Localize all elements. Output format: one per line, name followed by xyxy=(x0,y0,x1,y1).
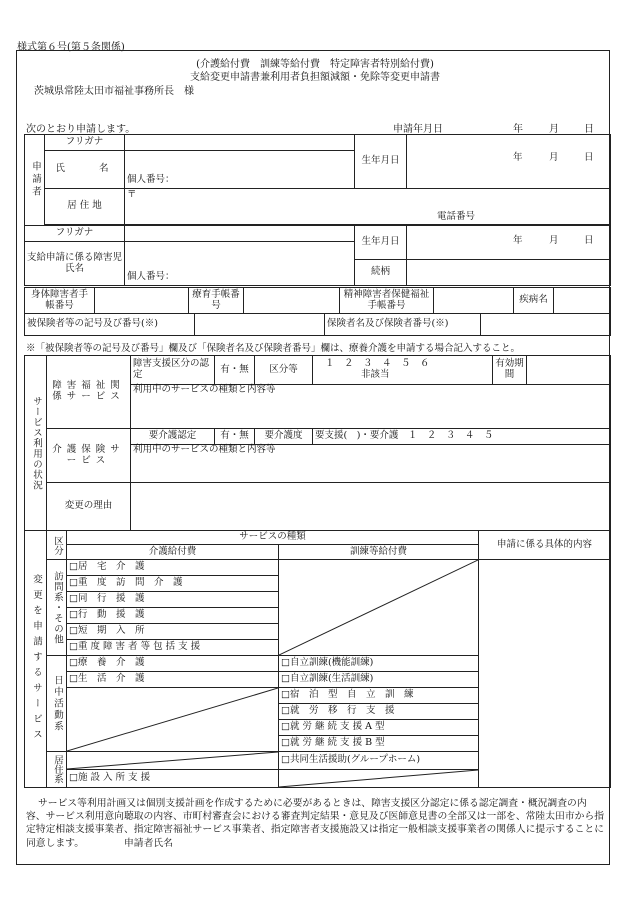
care-level-field[interactable] xyxy=(313,429,611,445)
day-care-empty xyxy=(67,688,279,752)
detail-label: 申請に係る具体的内容 xyxy=(479,531,611,560)
physical-handbook-label: 身体障害者手帳番号 xyxy=(25,288,95,314)
application-date-label: 申請年月日 xyxy=(393,124,443,135)
insured-table xyxy=(24,313,611,336)
training-benefit-label: 訓練等給付費 xyxy=(279,545,479,560)
support-class-label: 障害支援区分の認定 xyxy=(131,356,215,385)
applicant-name-field[interactable] xyxy=(125,151,355,189)
form-number: 様式第６号(第５条関係) xyxy=(17,42,125,53)
division-label: 区分 xyxy=(47,531,67,560)
care-need: ・要介護 １ ２ ３ ４ ５ xyxy=(360,430,494,442)
residence-care-item[interactable]: □施 設 入 所 支 援 xyxy=(67,770,279,788)
applicant-address-field[interactable] xyxy=(125,189,611,225)
consent-body: サービス等利用計画又は個別支援計画を作成するために必要があるときは、障害支援区分認定に係る認定調査・概況調査の内容、サービス利用意向聴取の内容、市町村審査会における審査判定結果・意見及び医師意見書の全部又は一部を、常陸太田市から指定特定相談支援事業者、指定障害福祉サービス事業者、指定障害者支援施設又は指定一般相談支援事業者の関係人に提示することに同意します。 xyxy=(26,798,605,849)
visit-item-0[interactable]: □居 宅 介 護 xyxy=(67,560,279,576)
addressee: 茨城県常陸太田市福祉事務所長 様 xyxy=(34,86,194,97)
applicant-name-label: 氏 名 xyxy=(45,151,125,189)
care-benefit-label: 介護給付費 xyxy=(67,545,279,560)
visit-training-empty xyxy=(279,560,479,656)
support-need: 要支援( ) xyxy=(315,430,361,442)
care-cert-presence[interactable]: 有・無 xyxy=(215,429,255,445)
consent-text xyxy=(26,797,606,850)
app-month: 月 xyxy=(549,124,559,135)
visit-item-5[interactable]: □重 度 障 害 者 等 包 括 支 援 xyxy=(67,640,279,656)
care-services-in-use-field[interactable] xyxy=(131,445,611,483)
app-year: 年 xyxy=(513,124,523,135)
day-training-item-3[interactable]: □就 労 移 行 支 援 xyxy=(279,704,479,720)
child-furigana-field[interactable] xyxy=(125,226,355,242)
app-day: 日 xyxy=(584,124,594,135)
applicant-personal-number-label: 個人番号： xyxy=(127,174,175,186)
applicant-address-label: 居 住 地 xyxy=(45,189,125,225)
intro-text: 次のとおり申請します。 xyxy=(26,124,136,135)
applicant-phone-label: 電話番号 xyxy=(437,211,476,223)
disability-service-label: 障害福祉関係サービス xyxy=(47,356,131,429)
child-relation-label: 続柄 xyxy=(355,260,407,286)
class-not-applicable: 非該当 xyxy=(361,369,390,380)
insurer-label: 保険者名及び保険者番号(※) xyxy=(325,314,481,336)
visit-item-3[interactable]: □行 動 援 護 xyxy=(67,608,279,624)
title-line2: 支給変更申請書兼利用者負担額減額・免除等変更申請書 xyxy=(190,72,440,83)
child-furigana-label: フリガナ xyxy=(25,226,125,242)
residence-care-empty xyxy=(67,752,279,770)
change-services-side-label: 変更を申請するサービス xyxy=(25,531,47,788)
diagonal-line xyxy=(67,688,278,751)
insured-symbol-label: 被保険者等の記号及び番号(※) xyxy=(25,314,195,336)
services-in-use-field[interactable] xyxy=(131,385,611,429)
applicant-birth-day: 日 xyxy=(584,152,594,163)
service-type-label: サービスの種類 xyxy=(67,531,479,545)
title-line1: (介護給付費 訓練等給付費 特定障害者特別給付費) xyxy=(196,59,434,70)
services-in-use-label: 利用中のサービスの種類と内容等 xyxy=(133,384,276,395)
residence-training-item[interactable]: □共同生活援助(グループホーム) xyxy=(279,752,479,770)
diagonal-line xyxy=(279,770,478,787)
residence-training-empty xyxy=(279,770,479,788)
day-training-item-5[interactable]: □就 労 継 続 支 援 B 型 xyxy=(279,736,479,752)
child-table xyxy=(24,225,611,286)
applicant-table xyxy=(24,134,611,226)
support-class-presence[interactable]: 有・無 xyxy=(215,356,255,385)
day-care-item-0[interactable]: □療 養 介 護 xyxy=(67,656,279,672)
applicant-furigana-label: フリガナ xyxy=(45,135,125,151)
applicant-birth-month: 月 xyxy=(549,152,559,163)
class-numbers: １ ２ ３ ４ ５ ６ xyxy=(325,358,430,370)
applicant-furigana-field[interactable] xyxy=(125,135,355,151)
day-training-item-1[interactable]: □自立訓練(生活訓練) xyxy=(279,672,479,688)
postal-mark: 〒 xyxy=(127,189,137,200)
care-level-label: 要介護度 xyxy=(255,429,313,445)
valid-period-field[interactable] xyxy=(527,356,611,385)
child-birth-label: 生年月日 xyxy=(355,226,407,260)
care-cert-label: 要介護認定 xyxy=(131,429,215,445)
day-training-item-2[interactable]: □宿 泊 型 自 立 訓 練 xyxy=(279,688,479,704)
diagonal-line xyxy=(67,752,278,769)
mental-handbook-field[interactable] xyxy=(434,288,514,314)
applicant-section-label: 申請者 xyxy=(25,135,45,226)
child-name-label: 支給申請に係る障害児氏名 xyxy=(25,242,125,286)
ryoiku-handbook-field[interactable] xyxy=(244,288,340,314)
child-birth-day: 日 xyxy=(584,235,594,246)
applicant-birth-field[interactable] xyxy=(407,135,611,189)
mental-handbook-label: 精神障害者保健福祉手帳番号 xyxy=(340,288,434,314)
insured-symbol-field[interactable] xyxy=(195,314,325,336)
disease-field[interactable] xyxy=(554,288,611,314)
child-name-field[interactable] xyxy=(125,242,355,286)
insurer-field[interactable] xyxy=(481,314,611,336)
child-birth-month: 月 xyxy=(549,235,559,246)
detail-field[interactable] xyxy=(479,560,611,788)
visit-group-label: 訪問系・その他 xyxy=(47,560,67,656)
applicant-signature-label: 申請者氏名 xyxy=(124,837,173,849)
class-values[interactable] xyxy=(313,356,493,385)
visit-item-4[interactable]: □短 期 入 所 xyxy=(67,624,279,640)
class-label: 区分等 xyxy=(255,356,313,385)
day-training-item-0[interactable]: □自立訓練(機能訓練) xyxy=(279,656,479,672)
diagonal-line xyxy=(279,560,478,655)
child-personal-number-label: 個人番号： xyxy=(127,271,175,283)
day-group-label: 日中活動系 xyxy=(47,656,67,752)
day-training-item-4[interactable]: □就 労 継 続 支 援 A 型 xyxy=(279,720,479,736)
day-care-item-1[interactable]: □生 活 介 護 xyxy=(67,672,279,688)
child-birth-field[interactable] xyxy=(407,226,611,260)
change-reason-field[interactable] xyxy=(131,483,611,531)
service-status-table xyxy=(24,355,611,531)
handbook-table xyxy=(24,287,611,314)
insured-note: ※「被保険者等の記号及び番号」欄及び「保険者名及び保険者番号」欄は、療養介護を申請する場合記入すること。 xyxy=(26,343,521,354)
valid-period-label: 有効期間 xyxy=(493,356,527,385)
visit-item-2[interactable]: □同 行 援 護 xyxy=(67,592,279,608)
child-birth-year: 年 xyxy=(513,235,523,246)
disease-label: 疾病名 xyxy=(514,288,554,314)
change-services-table xyxy=(24,530,611,788)
change-reason-label: 変更の理由 xyxy=(47,483,131,531)
ryoiku-handbook-label: 療育手帳番号 xyxy=(189,288,244,314)
visit-item-1[interactable]: □重 度 訪 問 介 護 xyxy=(67,576,279,592)
child-relation-field[interactable] xyxy=(407,260,611,286)
residence-group-label: 居住系 xyxy=(47,752,67,788)
physical-handbook-field[interactable] xyxy=(95,288,189,314)
service-status-side-label: サービス利用の状況 xyxy=(25,356,47,531)
care-service-label: 介護保険サービス xyxy=(47,429,131,483)
applicant-birth-year: 年 xyxy=(513,152,523,163)
care-services-in-use-label: 利用中のサービスの種類と内容等 xyxy=(133,444,276,455)
applicant-birth-label: 生年月日 xyxy=(355,135,407,189)
